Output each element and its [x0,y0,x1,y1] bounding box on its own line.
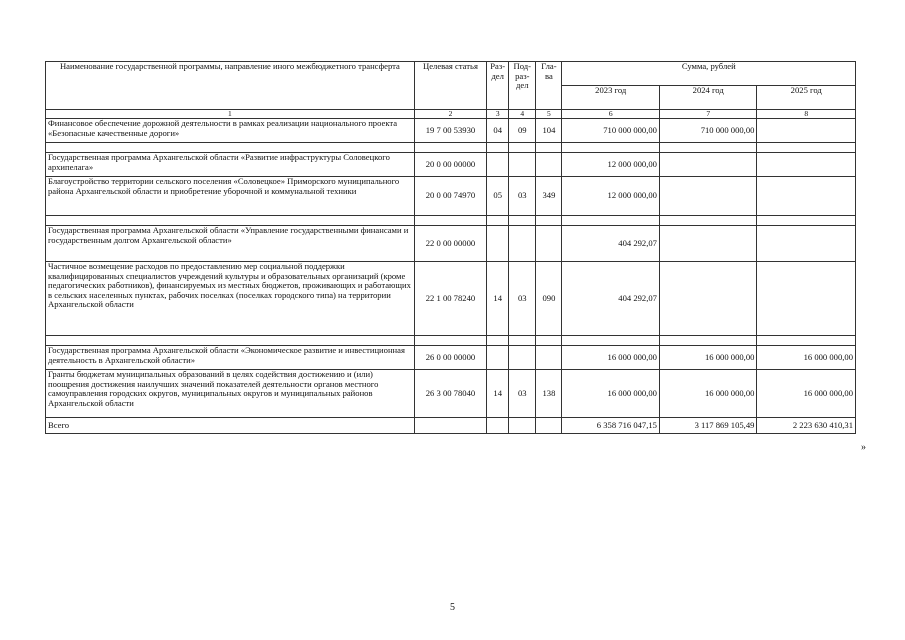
column-number: 5 [536,110,562,119]
row-name: Государственная программа Архангельской области «Управление государственными финансами и государственным долгом Архангельской области» [46,226,415,262]
column-number: 8 [757,110,856,119]
program-row [46,226,856,262]
row-podrazdel [509,153,536,177]
total-2025: 2 223 630 410,31 [757,418,856,434]
row-target: 20 0 00 00000 [414,153,486,177]
row-glava [536,153,562,177]
row-podrazdel: 09 [509,119,536,143]
row-glava: 090 [536,262,562,336]
row-razdel: 14 [487,370,509,418]
row-razdel: 04 [487,119,509,143]
row-2024: 16 000 000,00 [659,370,756,418]
row-name: Государственная программа Архангельской области «Развитие инфраструктуры Соловецкого архипелага» [46,153,415,177]
row-2025 [757,262,856,336]
row-glava: 349 [536,177,562,216]
column-number: 1 [46,110,415,119]
spacer-row [46,216,856,226]
column-number: 7 [659,110,756,119]
budget-table [45,61,856,434]
row-2025 [757,177,856,216]
row-razdel: 05 [487,177,509,216]
header-podrazdel: Под-раз-дел [509,62,536,110]
row-2024: 710 000 000,00 [659,119,756,143]
row-2023: 404 292,07 [562,262,659,336]
total-2024: 3 117 869 105,49 [659,418,756,434]
row-name: Государственная программа Архангельской области «Экономическое развитие и инвестиционная деятельность в Архангельской области» [46,346,415,370]
row-razdel [487,346,509,370]
row-razdel [487,226,509,262]
spacer-row [46,336,856,346]
row-target: 20 0 00 74970 [414,177,486,216]
row-2024 [659,153,756,177]
total-row [46,418,856,434]
row-target: 22 0 00 00000 [414,226,486,262]
row-2023: 16 000 000,00 [562,346,659,370]
header-sum: Сумма, рублей [562,62,856,86]
row-name: Гранты бюджетам муниципальных образований в целях содействия достижению и (или) поощрения достижения наилучших значений показателей деятельности органов местного самоуправления городских округов, муниципальных округов и муниципальных районов Архангельской области [46,370,415,418]
column-number-row [46,110,856,119]
column-number: 4 [509,110,536,119]
closing-quote: » [861,442,866,453]
program-row [46,346,856,370]
row-2025: 16 000 000,00 [757,346,856,370]
table-row [46,370,856,418]
table-row [46,262,856,336]
row-target: 22 1 00 78240 [414,262,486,336]
row-glava [536,346,562,370]
row-2023: 710 000 000,00 [562,119,659,143]
row-podrazdel: 03 [509,370,536,418]
row-2024 [659,177,756,216]
row-target: 26 0 00 00000 [414,346,486,370]
row-podrazdel [509,346,536,370]
row-2024 [659,226,756,262]
row-2023: 16 000 000,00 [562,370,659,418]
row-2023: 12 000 000,00 [562,153,659,177]
row-glava: 104 [536,119,562,143]
header-name: Наименование государственной программы, направление иного межбюджетного трансферта [46,62,415,110]
table-row [46,177,856,216]
spacer-row [46,143,856,153]
header-target: Целевая статья [414,62,486,110]
column-number: 3 [487,110,509,119]
row-target: 19 7 00 53930 [414,119,486,143]
row-2023: 404 292,07 [562,226,659,262]
row-podrazdel [509,226,536,262]
row-2025: 16 000 000,00 [757,370,856,418]
program-row [46,153,856,177]
row-2023: 12 000 000,00 [562,177,659,216]
page-number: 5 [450,602,455,613]
row-2025 [757,153,856,177]
header-year-2023: 2023 год [562,86,659,110]
column-number: 2 [414,110,486,119]
total-2023: 6 358 716 047,15 [562,418,659,434]
row-razdel [487,153,509,177]
row-name: Благоустройство территории сельского поселения «Соловецкое» Приморского муниципального района Архангельской области и приобретение уборочной и коммунальной техники [46,177,415,216]
row-2024: 16 000 000,00 [659,346,756,370]
row-podrazdel: 03 [509,262,536,336]
row-podrazdel: 03 [509,177,536,216]
column-number: 6 [562,110,659,119]
row-2025 [757,226,856,262]
row-2025 [757,119,856,143]
header-year-2025: 2025 год [757,86,856,110]
row-glava: 138 [536,370,562,418]
row-razdel: 14 [487,262,509,336]
total-label: Всего [46,418,415,434]
header-glava: Гла-ва [536,62,562,110]
row-glava [536,226,562,262]
row-target: 26 3 00 78040 [414,370,486,418]
header-razdel: Раз-дел [487,62,509,110]
row-2024 [659,262,756,336]
header-year-2024: 2024 год [659,86,756,110]
row-name: Частичное возмещение расходов по предоставлению мер социальной поддержки квалифицированных специалистов учреждений культуры и образовательных организаций (кроме педагогических работников), финансируемых из местных бюджетов, проживающих и работающих в сельских населенных пунктах, рабочих поселках (поселках городского типа) на территории Архангельской области [46,262,415,336]
table-row [46,119,856,143]
row-name: Финансовое обеспечение дорожной деятельности в рамках реализации национального проекта «Безопасные качественные дороги» [46,119,415,143]
